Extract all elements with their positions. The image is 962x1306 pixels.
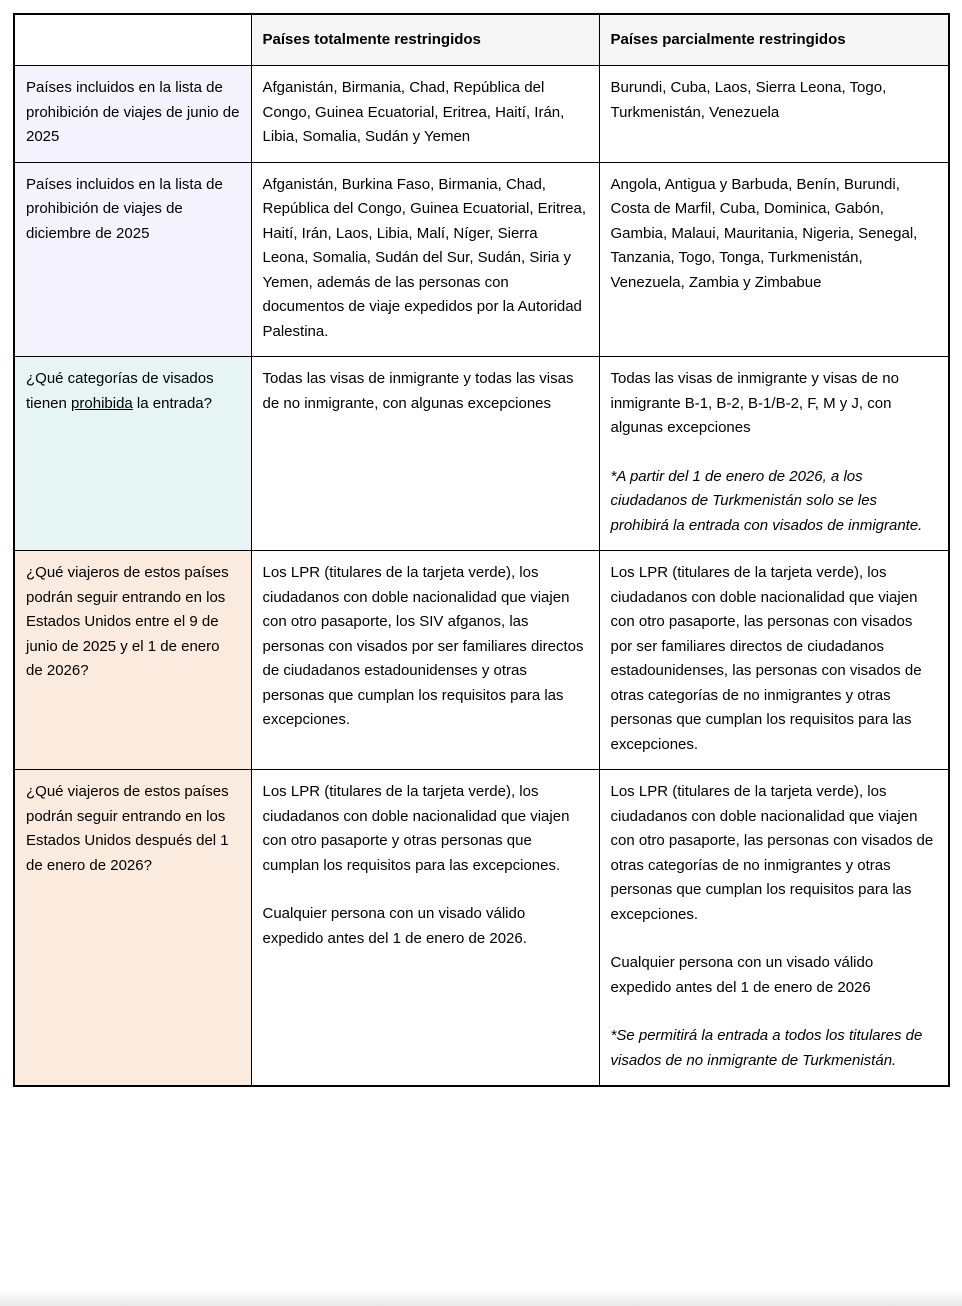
cell-fully-restricted (251, 162, 599, 357)
cell-fully-restricted (251, 551, 599, 770)
row-label-cell: Países incluidos en la lista de prohibición de viajes de junio de 2025 (14, 66, 251, 163)
column-header-fully-restricted: Países totalmente restringidos (251, 14, 599, 66)
cell-fully-restricted (251, 66, 599, 163)
table-row (14, 551, 949, 770)
page-bottom-shading (0, 1290, 962, 1306)
cell-fully-restricted (251, 770, 599, 1087)
cell-partially-restricted (599, 357, 949, 551)
table-row (14, 770, 949, 1087)
cell-paragraph: Afganistán, Birmania, Chad, República del Congo, Guinea Ecuatorial, Eritrea, Haití, Irán, Libia, Somalia, Sudán y Yemen (262, 79, 565, 145)
column-header-partially-restricted: Países parcialmente restringidos (599, 14, 949, 66)
cell-footnote: *Se permitirá la entrada a todos los titulares de visados de no inmigrante de Turkmenistán. (610, 1027, 923, 1069)
cell-partially-restricted (599, 770, 949, 1087)
row-label-cell: Países incluidos en la lista de prohibición de viajes de diciembre de 2025 (14, 162, 251, 357)
cell-paragraph: Los LPR (titulares de la tarjeta verde), los ciudadanos con doble nacionalidad que viajen con otro pasaporte y otras personas que cumplan los requisitos para las excepciones. (262, 783, 570, 874)
table-body (14, 66, 949, 1087)
table-header-row (14, 14, 949, 66)
table-row (14, 66, 949, 163)
table-row (14, 357, 949, 551)
table-header (14, 14, 949, 66)
row-label-cell: ¿Qué viajeros de estos países podrán seguir entrando en los Estados Unidos entre el 9 de junio de 2025 y el 1 de enero de 2026? (14, 551, 251, 770)
cell-partially-restricted (599, 66, 949, 163)
cell-paragraph: Todas las visas de inmigrante y todas las visas de no inmigrante, con algunas excepciones (262, 370, 574, 412)
cell-partially-restricted (599, 551, 949, 770)
cell-paragraph: Los LPR (titulares de la tarjeta verde), los ciudadanos con doble nacionalidad que viajen con otro pasaporte, las personas con visados de otras categorías de no inmigrantes y otras personas que cumplan los requisitos para las excepciones. (610, 783, 934, 923)
cell-partially-restricted (599, 162, 949, 357)
cell-paragraph: Los LPR (titulares de la tarjeta verde), los ciudadanos con doble nacionalidad que viajen con otro pasaporte, los SIV afganos, las personas con visados por ser familiares directos de ciudadanos estadounidenses y otras personas que cumplan los requisitos para las excepciones. (262, 564, 584, 728)
cell-paragraph: Cualquier persona con un visado válido expedido antes del 1 de enero de 2026 (610, 954, 874, 996)
cell-paragraph: Cualquier persona con un visado válido expedido antes del 1 de enero de 2026. (262, 905, 527, 947)
table-row (14, 162, 949, 357)
cell-paragraph: Los LPR (titulares de la tarjeta verde), los ciudadanos con doble nacionalidad que viajen con otro pasaporte, las personas con visados por ser familiares directos de ciudadanos estadounidenses, las personas con visados de otras categorías de no inmigrantes y otras personas que cumplan los requisitos para las excepciones. (610, 564, 922, 753)
cell-footnote: *A partir del 1 de enero de 2026, a los ciudadanos de Turkmenistán solo se les prohibirá la entrada con visados de inmigrante. (610, 467, 923, 534)
cell-paragraph: Afganistán, Burkina Faso, Birmania, Chad, República del Congo, Guinea Ecuatorial, Eritrea, Haití, Irán, Laos, Libia, Malí, Níger, Sierra Leona, Somalia, Sudán del Sur, Sudán, Siria y Yemen, además de las personas con documentos de viaje expedidos por la Autoridad Palestina. (262, 175, 587, 340)
table-corner-cell (14, 14, 251, 66)
cell-fully-restricted (251, 357, 599, 551)
cell-paragraph: Todas las visas de inmigrante y visas de no inmigrante B-1, B-2, B-1/B-2, F, M y J, con algunas excepciones (610, 370, 899, 436)
travel-ban-comparison-table (13, 13, 950, 1087)
row-label-cell: ¿Qué viajeros de estos países podrán seguir entrando en los Estados Unidos después del 1 de enero de 2026? (14, 770, 251, 1087)
row-label-cell: ¿Qué categorías de visados tienen prohibida la entrada? (14, 357, 251, 551)
cell-paragraph: Burundi, Cuba, Laos, Sierra Leona, Togo, Turkmenistán, Venezuela (610, 79, 887, 121)
cell-paragraph: Angola, Antigua y Barbuda, Benín, Burundi, Costa de Marfil, Cuba, Dominica, Gabón, Gambia, Malaui, Mauritania, Nigeria, Senegal, Tanzania, Togo, Tonga, Turkmenistán, Venezuela, Zambia y Zimbabue (610, 175, 918, 291)
